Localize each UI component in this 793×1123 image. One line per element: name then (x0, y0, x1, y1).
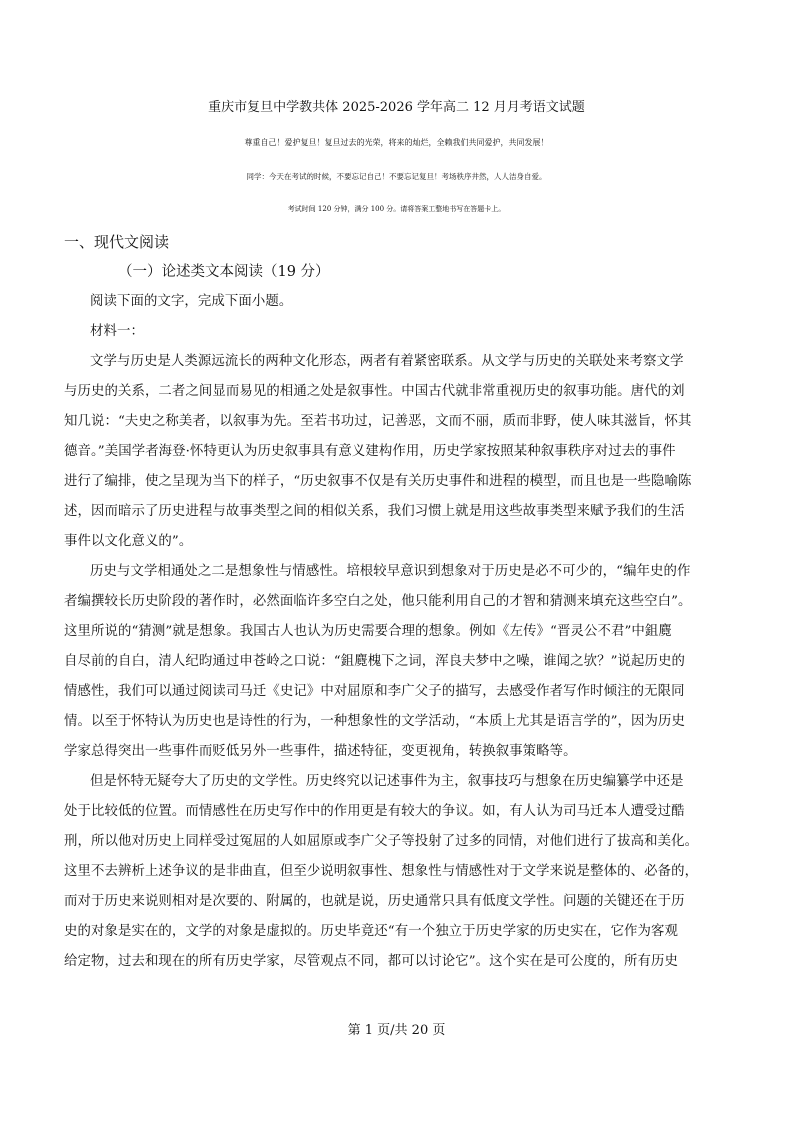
body-line: 德音。”美国学者海登·怀特更认为历史叙事具有意义建构作用，历史学家按照某种叙事秩序对过去的事件 (64, 444, 676, 459)
body-line: 述，因而暗示了历史进程与故事类型之间的相似关系，我们习惯上就是用这些故事类型来赋予我们的生活 (64, 504, 685, 519)
body-line: 而对于历史来说则相对是次要的、附属的，也就是说，历史通常只具有低度文学性。问题的关键还在于历 (64, 894, 685, 909)
body-line: 刑，所以他对历史上同样受过冤屈的人如屈原或李广父子等投射了过多的同情，对他们进行了拔高和美化。 (64, 834, 699, 849)
body-line: 自尽前的自白，清人纪昀通过申苍岭之口说：“鉏麑槐下之词，浑良夫梦中之噪，谁闻之欤？”说起历史的 (64, 654, 685, 669)
school-motto-line-1: 尊重自己！爱护复旦！复旦过去的光荣，将来的灿烂，全赖我们共同爱护，共同发展！ (244, 138, 549, 147)
body-line: 文学与历史是人类源远流长的两种文化形态，两者有着紧密联系。从文学与历史的关联处来考察文学 (90, 354, 684, 369)
school-motto-line-2: 同学：今天在考试的时候，不要忘记自己！不要忘记复旦！考场秩序井然，人人洁身自爱。 (246, 172, 547, 181)
body-line: 但是怀特无疑夸大了历史的文学性。历史终究以记述事件为主，叙事技巧与想象在历史编纂学中还是 (90, 774, 684, 789)
body-line: 史的对象是实在的，文学的对象是虚拟的。历史毕竟还“有一个独立于历史学家的历史实在，它作为客观 (64, 924, 679, 939)
body-line: 事件以文化意义的”。 (64, 534, 193, 549)
exam-info: 考试时间 120 分钟，满分 100 分。请将答案工整地书写在答题卡上。 (287, 205, 506, 213)
page-number-footer: 第 1 页/共 20 页 (347, 1023, 446, 1038)
subsection-heading: （一）论述类文本阅读（19 分） (118, 264, 330, 280)
instruction-text: 阅读下面的文字，完成下面小题。 (90, 294, 293, 309)
body-line: 者编撰较长历史阶段的著作时，必然面临许多空白之处，他只能利用自己的才智和猜测来填充这些空白”。 (64, 594, 692, 609)
body-line: 与历史的关系，二者之间显而易见的相通之处是叙事性。中国古代就非常重视历史的叙事功能。唐代的刘 (64, 384, 685, 399)
body-line: 给定物，过去和现在的所有历史学家，尽管观点不同，都可以讨论它”。这个实在是可公度的，所有历史 (64, 954, 679, 969)
body-line: 学家总得突出一些事件而贬低另外一些事件，描述特征，变更视角，转换叙事策略等。 (64, 744, 577, 759)
body-line: 进行了编排，使之呈现为当下的样子，“历史叙事不仅是有关历史事件和进程的模型，而且也是一些隐喻陈 (64, 474, 692, 489)
body-line: 处于比较低的位置。而情感性在历史写作中的作用更是有较大的争议。如，有人认为司马迁本人遭受过酷 (64, 804, 685, 819)
body-line: 知几说：“夫史之称美者，以叙事为先。至若书功过，记善恶，文而不丽，质而非野，使人味其滋旨，怀其 (64, 414, 692, 429)
page-title: 重庆市复旦中学教共体 2025-2026 学年高二 12 月月考语文试题 (208, 100, 585, 115)
body-line: 情感性，我们可以通过阅读司马迁《史记》中对屈原和李广父子的描写，去感受作者写作时倾注的无限同 (64, 684, 685, 699)
body-line: 这里所说的“猜测”就是想象。我国古人也认为历史需要合理的想象。例如《左传》“晋灵公不君”中鉏麑 (64, 624, 672, 639)
material-label: 材料一： (90, 324, 144, 339)
body-line: 情。以至于怀特认为历史也是诗性的行为，一种想象性的文学活动，“本质上尤其是语言学的”，因为历史 (64, 714, 685, 729)
body-line: 这里不去辨析上述争议的是非曲直，但至少说明叙事性、想象性与情感性对于文学来说是整体的、必备的， (64, 864, 699, 879)
section-heading: 一、现代文阅读 (64, 233, 170, 251)
body-line: 历史与文学相通处之二是想象性与情感性。培根较早意识到想象对于历史是必不可少的，“编年史的作 (90, 564, 691, 579)
